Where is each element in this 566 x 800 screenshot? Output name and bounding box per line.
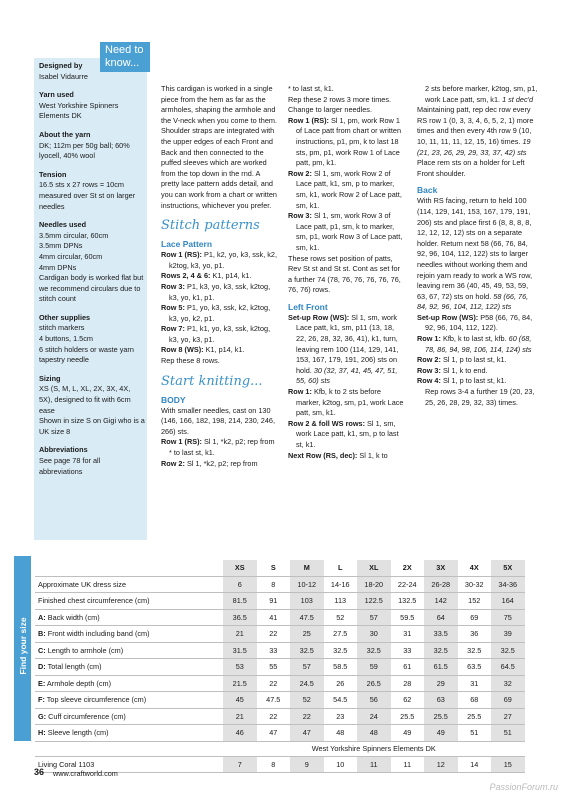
table-cell: 103 <box>290 593 324 610</box>
table-cell: 81.5 <box>223 593 257 610</box>
need-to-know-content <box>39 61 145 477</box>
row-label <box>35 576 223 593</box>
measurement-label: Armhole depth (cm) <box>45 678 111 688</box>
need-to-know-badge: Need to know... <box>100 42 150 72</box>
table-row <box>35 692 525 709</box>
table-cell: 56 <box>357 692 391 709</box>
measurement-label: Cuff circumference (cm) <box>46 711 126 721</box>
watermark: PassionForum.ru <box>489 782 558 792</box>
row-text: Sl 1, sm, work Lace patt, k1, sm, p to last st, k1. <box>296 418 399 449</box>
measurement-letter: G: <box>38 711 47 721</box>
table-cell: 10-12 <box>290 576 324 593</box>
table-row <box>35 593 525 610</box>
stitch-count: 60 (68, 78, 86, 94, 98, 106, 114, 124) sts <box>425 334 532 354</box>
table-cell: 48 <box>357 725 391 742</box>
measurement-letter: H: <box>38 728 46 738</box>
table-cell: 39 <box>491 626 525 643</box>
table-cell: 58.5 <box>324 659 358 676</box>
tension-heading: Tension <box>39 169 67 179</box>
needles-note: Cardigan body is worked flat but we recommend circulars due to stitch count <box>39 273 144 304</box>
measurement-label: Length to armhole (cm) <box>45 645 124 655</box>
table-cell: 21 <box>223 708 257 725</box>
table-cell: 34-36 <box>491 576 525 593</box>
left-front-heading: Left Front <box>288 301 328 312</box>
body-heading: BODY <box>161 394 186 405</box>
column-1 <box>161 84 279 469</box>
table-cell: 59.5 <box>391 609 425 626</box>
row-label <box>35 659 223 676</box>
row-text: K1, p14, k1. <box>210 271 252 281</box>
row-label: Set-up Row (WS): <box>417 312 479 322</box>
row-label: Row 1 (RS): <box>161 250 202 260</box>
table-cell: 32.5 <box>324 642 358 659</box>
row-label <box>35 626 223 643</box>
table-cell: 18-20 <box>357 576 391 593</box>
table-cell: 22 <box>290 708 324 725</box>
row-label <box>35 692 223 709</box>
about-yarn-text: DK; 112m per 50g ball; 60% lyocell, 40% wool <box>39 140 130 161</box>
left-front-row-1 <box>288 387 406 419</box>
ball-count-cell: 15 <box>491 756 525 773</box>
row-label: Row 1 (RS): <box>161 437 202 447</box>
table-cell: 62 <box>391 692 425 709</box>
table-cell: 21 <box>223 626 257 643</box>
measurement-letter: B: <box>38 629 46 639</box>
lace-repeat: Rep these 8 rows. <box>161 356 220 366</box>
row-label: Row 7: <box>161 324 185 334</box>
table-cell: 61.5 <box>424 659 458 676</box>
row-text: P1, k2, yo, k3, ssk, k2, k2tog, k3, yo, p1. <box>169 250 277 270</box>
row-label <box>35 725 223 742</box>
measurement-label: Approximate UK dress size <box>38 579 127 589</box>
table-cell: 57 <box>290 659 324 676</box>
row-label: Row 2: <box>288 168 312 178</box>
stitch-patterns-heading: Stitch patterns <box>161 218 260 234</box>
measurement-label: Total length (cm) <box>45 662 102 672</box>
table-cell: 36.5 <box>223 609 257 626</box>
row-text: P58 (66, 76, 84, 92, 96, 104, 112, 122). <box>425 312 533 333</box>
back-row-1 <box>417 334 539 355</box>
supply-item: stitch markers <box>39 323 85 333</box>
yarn-header: West Yorkshire Spinners Elements DK <box>223 741 525 756</box>
measurement-letter: D: <box>38 662 46 672</box>
table-cell: 47.5 <box>290 609 324 626</box>
ball-count-cell: 9 <box>290 756 324 773</box>
table-cell: 33 <box>391 642 425 659</box>
table-cell: 32.5 <box>491 642 525 659</box>
back-row-3 <box>417 366 539 377</box>
table-cell: 49 <box>391 725 425 742</box>
table-cell: 33 <box>257 642 291 659</box>
lace-row-3 <box>161 282 279 303</box>
text-span: Maintaining patt, rep dec row every RS row 1 (0, 3, 3, 4, 6, 5, 2, 1) more times and then every 4th row 9 (10, 10, 11, 11, 11, 12, 15, 16) times. <box>417 105 534 146</box>
table-cell: 25 <box>290 626 324 643</box>
needle-item: 4mm DPNs <box>39 262 77 272</box>
table-cell: 31.5 <box>223 642 257 659</box>
table-cell: 53 <box>223 659 257 676</box>
table-cell: 21.5 <box>223 675 257 692</box>
sizing-heading: Sizing <box>39 373 61 383</box>
table-cell: 55 <box>257 659 291 676</box>
table-cell: 91 <box>257 593 291 610</box>
row-label: Row 1 (RS): <box>288 115 329 125</box>
about-yarn-heading: About the yarn <box>39 129 91 139</box>
body-cast-on: With smaller needles, cast on 130 (146, 166, 182, 198, 214, 230, 246, 266) sts. <box>161 405 276 436</box>
table-cell: 22 <box>257 675 291 692</box>
table-cell: 6 <box>223 576 257 593</box>
table-cell: 75 <box>491 609 525 626</box>
table-cell: 31 <box>458 675 492 692</box>
ball-count-cell: 14 <box>458 756 492 773</box>
supply-item: 4 buttons, 1.5cm <box>39 334 93 344</box>
left-front-row-2 <box>288 419 406 451</box>
table-cell: 48 <box>324 725 358 742</box>
table-cell: 59 <box>357 659 391 676</box>
table-row <box>35 609 525 626</box>
table-row <box>35 725 525 742</box>
table-cell: 27.5 <box>324 626 358 643</box>
table-cell: 36 <box>458 626 492 643</box>
row-label: Row 3: <box>161 281 185 291</box>
table-cell: 27 <box>491 708 525 725</box>
table-cell: 29 <box>424 675 458 692</box>
lace-row-5 <box>161 303 279 324</box>
yarn-used-text: West Yorkshire Spinners Elements DK <box>39 100 119 121</box>
row-text: Sl 1, k to <box>357 450 388 460</box>
row-label: Row 2: <box>161 458 185 468</box>
lace-pattern-heading: Lace Pattern <box>161 239 213 250</box>
table-cell: 24 <box>357 708 391 725</box>
blank-header <box>35 560 223 576</box>
row-label: Set-up Row (WS): <box>288 312 350 322</box>
stitch-count: 58 (66, 76, 84, 92, 96, 104, 112, 122) sts <box>417 291 529 312</box>
text: Rep these 2 rows 3 more times. <box>288 94 392 104</box>
row-label <box>35 675 223 692</box>
table-cell: 22 <box>257 708 291 725</box>
row-label: Row 3: <box>288 211 312 221</box>
designer-name: Isabel Vidaurre <box>39 71 88 81</box>
text-span: With RS facing, return to held 100 (114, 129, 141, 153, 167, 179, 191, 206) sts and place first 6 (8, 8, 8, 8, 12, 12, 12, 12) sts on a separate holder. Return next 58 (66, 76, 84, 92, 96, 104, 112, 122) sts to larger needles without working them and rejoin yarn ready to work a WS row, leaving rem 36 (40, 45, 49, 53, 59, 63, 67, 72) sts on hold. <box>417 196 533 301</box>
sizing-note: Shown in size S on Gigi who is a UK size 8 <box>39 416 145 436</box>
measurement-label: Front width including band (cm) <box>45 629 150 639</box>
table-cell: 69 <box>491 692 525 709</box>
table-cell: 28 <box>391 675 425 692</box>
back-heading: Back <box>417 185 438 196</box>
page-number: 36 <box>34 767 45 777</box>
measurement-label: Finished chest circumference (cm) <box>38 596 150 606</box>
table-cell: 22-24 <box>391 576 425 593</box>
table-cell: 32.5 <box>290 642 324 659</box>
table-cell: 30-32 <box>458 576 492 593</box>
row-label: Row 3: <box>417 365 441 375</box>
row-text: Sl 1, p to last st, k1. <box>440 376 507 386</box>
supply-item: 6 stitch holders or waste yarn <box>39 344 134 354</box>
row-label: Row 8 (WS): <box>161 345 204 355</box>
table-cell: 61 <box>391 659 425 676</box>
measurement-label: Sleeve length (cm) <box>45 728 109 738</box>
table-cell: 54.5 <box>324 692 358 709</box>
table-cell: 25.5 <box>391 708 425 725</box>
table-cell: 8 <box>257 576 291 593</box>
text: These rows set position of patts, Rev St st and St st. Cont as set for a further 74 (78, 76, 76, 76, 76, 76, 76, 76) rows. <box>288 253 401 295</box>
table-cell: 64.5 <box>491 659 525 676</box>
yarn-header-row <box>35 741 525 756</box>
ball-count-cell: 11 <box>357 756 391 773</box>
row-label: Row 1: <box>417 334 441 344</box>
row-text: Sl 1, p to last st, k1. <box>440 355 507 365</box>
row-label: Row 1: <box>288 387 312 397</box>
size-table <box>35 560 525 773</box>
needle-item: 4mm circular, 60cm <box>39 251 103 261</box>
row-label: Row 2 & foll WS rows: <box>288 418 366 428</box>
size-header: M <box>290 560 324 576</box>
body-lace-row-2 <box>288 169 406 211</box>
table-cell: 49 <box>424 725 458 742</box>
find-your-size-label: Find your size <box>18 617 28 675</box>
table-cell: 26-28 <box>424 576 458 593</box>
row-label: Row 4: <box>417 376 441 386</box>
size-header: 4X <box>458 560 492 576</box>
row-text: Sl 1, k to end. <box>440 365 488 375</box>
table-cell: 32.5 <box>424 642 458 659</box>
row-text: P1, yo, k3, ssk, k2, k2tog, k3, yo, k2, p1. <box>169 303 271 323</box>
needle-item: 3.5mm circular, 60cm <box>39 230 109 240</box>
row-text: Sl 1, sm, work Row 3 of Lace patt, p1, sm, k to marker, sm, p1, work Row 3 of Lace patt, sm, k1. <box>296 211 403 252</box>
row-text: Sl 1, *k2, p2; rep from * to last st, k1. <box>169 437 275 458</box>
table-row <box>35 708 525 725</box>
table-cell: 113 <box>324 593 358 610</box>
table-cell: 63 <box>424 692 458 709</box>
website-url: www.craftworld.com <box>53 769 118 778</box>
table-cell: 45 <box>223 692 257 709</box>
table-cell: 132.5 <box>391 593 425 610</box>
table-cell: 57 <box>357 609 391 626</box>
measurement-letter: A: <box>38 612 46 622</box>
table-cell: 47 <box>257 725 291 742</box>
find-your-size-tab <box>14 556 31 741</box>
table-cell: 32.5 <box>458 642 492 659</box>
measurement-label: Top sleeve circumference (cm) <box>44 695 147 705</box>
stitch-count: 30 (32, 37, 41, 45, 47, 51, 55, 60) sts <box>296 365 398 386</box>
table-row <box>35 642 525 659</box>
table-cell: 32 <box>491 675 525 692</box>
intro-text: This cardigan is worked in a single piece from the hem as far as the armholes, shaping the armhole and the V-neck when you come to them. Shoulder straps are integrated with the upper edges of each Front and Back and then connected to the puffed sleeves which are worked from the top down in the rnd. A pretty lace pattern adds detail, and you can work from a chart or written instructions, whichever you prefer. <box>161 84 278 210</box>
supply-item: tapestry needle <box>39 355 89 365</box>
text: Place rem sts on a holder for Left Front shoulder. <box>417 158 525 178</box>
table-cell: 30 <box>357 626 391 643</box>
row-text: Sl 1, sm, work Lace patt, k1, sm, p11 (13, 18, 22, 26, 28, 32, 36, 41), k1, turn, leaving rem 100 (114, 129, 141, 153, 167, 179, 191, 206) sts on hold. <box>296 312 399 375</box>
table-cell: 46 <box>223 725 257 742</box>
table-cell: 32.5 <box>357 642 391 659</box>
row-label: Row 2: <box>417 355 441 365</box>
table-row <box>35 675 525 692</box>
ball-count-cell: 10 <box>324 756 358 773</box>
table-cell: 122.5 <box>357 593 391 610</box>
row-text: Kfb, k to last st, kfb. <box>440 334 509 344</box>
table-cell: 142 <box>424 593 458 610</box>
needles-heading: Needles used <box>39 220 87 230</box>
column-3 <box>417 84 539 408</box>
table-cell: 63.5 <box>458 659 492 676</box>
row-label <box>35 708 223 725</box>
row-text: P1, k3, yo, k3, ssk, k2tog, k3, yo, k1, p1. <box>169 281 271 302</box>
ball-count-cell: 8 <box>257 756 291 773</box>
table-cell: 26.5 <box>357 675 391 692</box>
table-row <box>35 659 525 676</box>
row-text: Sl 1, pm, work Row 1 of Lace patt from chart or written instructions, p1, pm, k to last 18 sts, pm, p1, work Row 1 of Lace patt, pm, k1. <box>296 115 402 168</box>
table-cell: 69 <box>458 609 492 626</box>
table-cell: 64 <box>424 609 458 626</box>
text-span: 2 sts before marker, k2tog, sm, p1, work Lace patt, sm, k1. <box>425 84 538 104</box>
ball-count-cell: 7 <box>223 756 257 773</box>
table-row <box>35 626 525 643</box>
column-2 <box>288 84 406 461</box>
back-row-4 <box>417 376 539 387</box>
measurement-letter: F: <box>38 695 45 705</box>
designed-by-heading: Designed by <box>39 61 83 70</box>
abbreviations-heading: Abbreviations <box>39 445 88 455</box>
row-text: K1, p14, k1. <box>203 345 245 355</box>
table-cell: 52 <box>290 692 324 709</box>
text <box>417 84 539 105</box>
table-cell: 152 <box>458 593 492 610</box>
size-header: S <box>257 560 291 576</box>
text <box>417 105 539 158</box>
lace-row-8 <box>161 345 279 356</box>
needle-item: 3.5mm DPNs <box>39 241 83 251</box>
table-cell: 25.5 <box>458 708 492 725</box>
row-label: Row 5: <box>161 303 185 313</box>
size-header: 5X <box>491 560 525 576</box>
body-row-1 <box>161 437 279 458</box>
text: * to last st, k1. <box>288 84 334 93</box>
table-cell: 52 <box>324 609 358 626</box>
other-supplies-heading: Other supplies <box>39 312 91 322</box>
measurement-label: Back width (cm) <box>45 612 100 622</box>
table-cell: 47.5 <box>257 692 291 709</box>
text: Change to larger needles. <box>288 105 372 115</box>
ball-count-cell: 11 <box>391 756 425 773</box>
size-header: XL <box>357 560 391 576</box>
table-cell: 25.5 <box>424 708 458 725</box>
table-cell: 51 <box>458 725 492 742</box>
size-header: L <box>324 560 358 576</box>
row-text: Sl 1, sm, work Row 2 of Lace patt, k1, sm, p to marker, sm, k1, work Row 2 of Lace patt, sm, k1. <box>296 168 402 210</box>
table-cell: 14-16 <box>324 576 358 593</box>
measurement-letter: E: <box>38 678 46 688</box>
yarn-colour-label: Living Coral 1103 <box>35 756 223 773</box>
lace-row-7 <box>161 324 279 345</box>
back-repeat: Rep rows 3-4 a further 19 (20, 23, 25, 26, 28, 29, 32, 33) times. <box>425 387 535 407</box>
size-header: XS <box>223 560 257 576</box>
table-cell: 68 <box>458 692 492 709</box>
size-header-row <box>35 560 525 576</box>
left-front-next-row <box>288 451 406 462</box>
table-cell: 47 <box>290 725 324 742</box>
stitch-count: 1 st dec'd <box>502 94 534 104</box>
abbreviations-text: See page 78 for all abbreviations <box>39 456 101 476</box>
blank-cell <box>35 741 223 756</box>
row-label <box>35 609 223 626</box>
table-cell: 33.5 <box>424 626 458 643</box>
table-cell: 41 <box>257 609 291 626</box>
row-text: Sl 1, *k2, p2; rep from <box>184 458 258 468</box>
body-lace-row-3 <box>288 211 406 253</box>
left-front-setup-row <box>288 313 406 387</box>
start-knitting-heading: Start knitting... <box>161 373 263 389</box>
row-label: Next Row (RS, dec): <box>288 450 358 460</box>
table-cell: 22 <box>257 626 291 643</box>
sizing-text: XS (S, M, L, XL, 2X, 3X, 4X, 5X), designed to fit with 6cm ease <box>39 384 131 415</box>
lace-rows-2-4-6 <box>161 271 279 282</box>
table-cell: 51 <box>491 725 525 742</box>
table-cell: 23 <box>324 708 358 725</box>
table-cell: 24.5 <box>290 675 324 692</box>
table-cell: 31 <box>391 626 425 643</box>
row-label <box>35 593 223 610</box>
yarn-used-heading: Yarn used <box>39 90 74 100</box>
back-setup-row <box>417 313 539 334</box>
stitch-count: 19 (21, 23, 26, 29, 29, 33, 37, 42) sts <box>417 136 531 157</box>
row-text: Kfb, k to 2 sts before marker, k2tog, sm, p1, work Lace patt, sm, k1. <box>296 387 404 418</box>
row-label <box>35 642 223 659</box>
ball-count-cell: 12 <box>424 756 458 773</box>
row-text: P1, k1, yo, k3, ssk, k2tog, k3, yo, k3, p1. <box>169 324 271 344</box>
measurement-letter: C: <box>38 645 46 655</box>
row-label: Rows 2, 4 & 6: <box>161 271 211 281</box>
tension-text: 16.5 sts x 27 rows = 10cm measured over St st on larger needles <box>39 180 136 211</box>
lace-row-1 <box>161 250 279 271</box>
table-row <box>35 576 525 593</box>
body-lace-row-1 <box>288 116 406 169</box>
body-row-2 <box>161 459 279 470</box>
back-row-2 <box>417 355 539 366</box>
size-header: 2X <box>391 560 425 576</box>
size-header: 3X <box>424 560 458 576</box>
table-cell: 26 <box>324 675 358 692</box>
text <box>417 196 539 313</box>
table-cell: 164 <box>491 593 525 610</box>
